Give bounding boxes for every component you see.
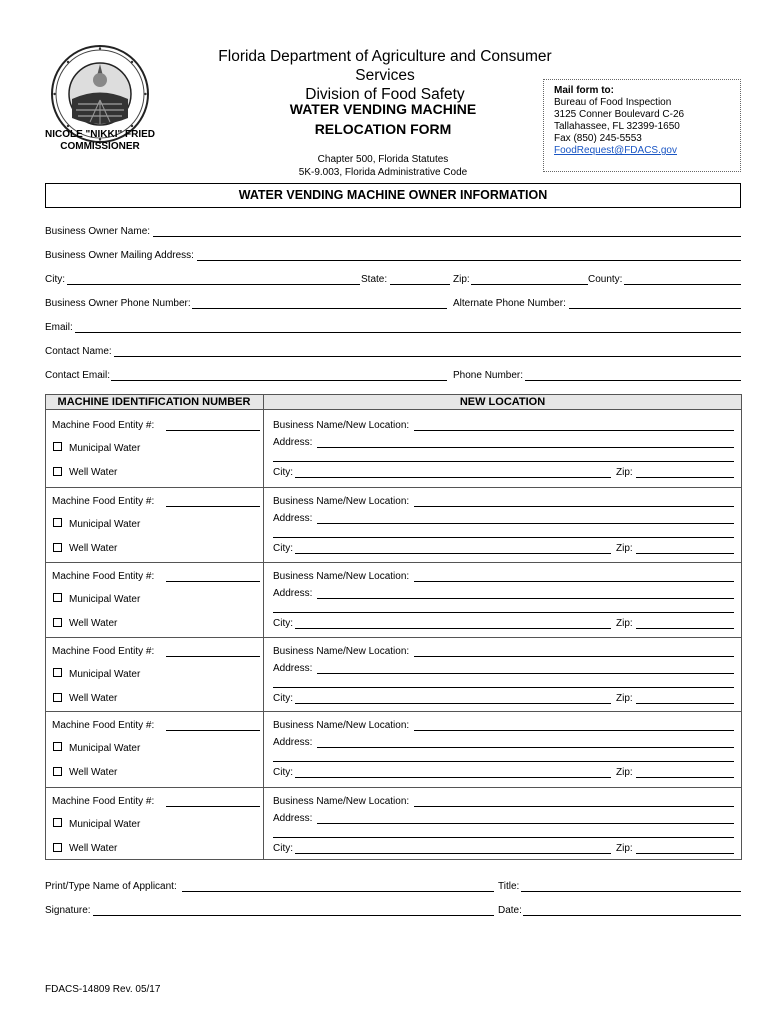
- date-field[interactable]: [523, 915, 741, 916]
- business-location-label: Business Name/New Location:: [273, 646, 410, 657]
- date-label: Date:: [498, 905, 522, 916]
- new-city-field[interactable]: [295, 703, 611, 704]
- machine-entity-label: Machine Food Entity #:: [52, 496, 155, 507]
- municipal-water-checkbox[interactable]: [53, 442, 62, 451]
- business-location-field[interactable]: [414, 581, 734, 582]
- new-zip-label: Zip:: [616, 618, 633, 629]
- machine-entity-field[interactable]: [166, 430, 260, 431]
- owner-email-label: Email:: [45, 322, 73, 333]
- applicant-title-label: Title:: [498, 881, 520, 892]
- well-water-checkbox[interactable]: [53, 767, 62, 776]
- new-city-label: City:: [273, 618, 293, 629]
- contact-email-label: Contact Email:: [45, 370, 111, 381]
- contact-name-field[interactable]: [114, 356, 741, 357]
- new-city-field[interactable]: [295, 477, 611, 478]
- commissioner-name: NICOLE "NIKKI" FRIED: [44, 129, 156, 140]
- form-title: [248, 99, 518, 139]
- contact-name-label: Contact Name:: [45, 346, 112, 357]
- well-water-label: Well Water: [69, 618, 118, 629]
- new-address-field[interactable]: [317, 523, 734, 524]
- well-water-checkbox[interactable]: [53, 618, 62, 627]
- table-row-divider: [45, 711, 742, 712]
- new-city-label: City:: [273, 693, 293, 704]
- owner-zip-field[interactable]: [471, 284, 588, 285]
- owner-state-field[interactable]: [390, 284, 450, 285]
- new-zip-label: Zip:: [616, 693, 633, 704]
- table-row-divider: [45, 487, 742, 488]
- mail-fax: Fax (850) 245-5553: [554, 133, 642, 144]
- new-address-line2-field[interactable]: [273, 612, 734, 613]
- applicant-name-field[interactable]: [182, 891, 494, 892]
- well-water-label: Well Water: [69, 543, 118, 554]
- machine-entity-label: Machine Food Entity #:: [52, 420, 155, 431]
- table-row-divider: [45, 637, 742, 638]
- business-location-label: Business Name/New Location:: [273, 571, 410, 582]
- new-zip-field[interactable]: [636, 703, 734, 704]
- machine-entity-label: Machine Food Entity #:: [52, 571, 155, 582]
- table-row-divider: [45, 787, 742, 788]
- new-location-column-header: NEW LOCATION: [459, 396, 546, 408]
- new-address-line2-field[interactable]: [273, 761, 734, 762]
- well-water-checkbox[interactable]: [53, 843, 62, 852]
- business-location-field[interactable]: [414, 730, 734, 731]
- well-water-checkbox[interactable]: [53, 467, 62, 476]
- municipal-water-label: Municipal Water: [69, 819, 141, 830]
- machine-entity-field[interactable]: [166, 656, 260, 657]
- commissioner-title: COMMISSIONER: [60, 141, 140, 152]
- applicant-title-field[interactable]: [521, 891, 741, 892]
- business-location-label: Business Name/New Location:: [273, 720, 410, 731]
- applicant-name-label: Print/Type Name of Applicant:: [45, 881, 177, 892]
- new-city-label: City:: [273, 767, 293, 778]
- machine-entity-label: Machine Food Entity #:: [52, 796, 155, 807]
- machine-entity-field[interactable]: [166, 730, 260, 731]
- new-address-field[interactable]: [317, 673, 734, 674]
- new-zip-label: Zip:: [616, 767, 633, 778]
- municipal-water-label: Municipal Water: [69, 594, 141, 605]
- business-owner-name-field[interactable]: [153, 236, 741, 237]
- new-address-field[interactable]: [317, 447, 734, 448]
- business-owner-name-label: Business Owner Name:: [45, 226, 151, 237]
- business-location-field[interactable]: [414, 430, 734, 431]
- machine-entity-label: Machine Food Entity #:: [52, 646, 155, 657]
- new-zip-field[interactable]: [636, 777, 734, 778]
- mail-line1: Bureau of Food Inspection: [554, 97, 672, 108]
- new-address-field[interactable]: [317, 598, 734, 599]
- statute-line1: Chapter 500, Florida Statutes: [317, 154, 449, 165]
- new-zip-label: Zip:: [616, 843, 633, 854]
- new-city-label: City:: [273, 843, 293, 854]
- signature-label: Signature:: [45, 905, 91, 916]
- new-address-label: Address:: [273, 513, 313, 524]
- table-row-divider: [45, 562, 742, 563]
- mail-to-box: [543, 79, 741, 172]
- new-city-field[interactable]: [295, 628, 611, 629]
- form-title-line2: RELOCATION FORM: [314, 121, 452, 137]
- new-address-label: Address:: [273, 437, 313, 448]
- business-location-label: Business Name/New Location:: [273, 420, 410, 431]
- machine-entity-label: Machine Food Entity #:: [52, 720, 155, 731]
- owner-zip-label: Zip:: [453, 274, 470, 285]
- municipal-water-label: Municipal Water: [69, 743, 141, 754]
- well-water-label: Well Water: [69, 767, 118, 778]
- new-address-field[interactable]: [317, 747, 734, 748]
- machine-entity-field[interactable]: [166, 581, 260, 582]
- business-location-label: Business Name/New Location:: [273, 496, 410, 507]
- new-zip-field[interactable]: [636, 628, 734, 629]
- new-address-line2-field[interactable]: [273, 837, 734, 838]
- municipal-water-checkbox[interactable]: [53, 668, 62, 677]
- statute-reference: [268, 153, 498, 179]
- municipal-water-checkbox[interactable]: [53, 742, 62, 751]
- owner-county-label: County:: [588, 274, 623, 285]
- business-location-field[interactable]: [414, 506, 734, 507]
- mailing-address-label: Business Owner Mailing Address:: [45, 250, 194, 261]
- contact-email-field[interactable]: [111, 380, 447, 381]
- form-number: FDACS-14809 Rev. 05/17: [45, 984, 161, 995]
- owner-email-field[interactable]: [75, 332, 741, 333]
- owner-section-title: WATER VENDING MACHINE OWNER INFORMATION: [45, 183, 741, 208]
- division-name: Division of Food Safety: [305, 86, 465, 103]
- business-location-label: Business Name/New Location:: [273, 796, 410, 807]
- owner-city-field[interactable]: [67, 284, 360, 285]
- new-address-label: Address:: [273, 813, 313, 824]
- well-water-checkbox[interactable]: [53, 693, 62, 702]
- municipal-water-label: Municipal Water: [69, 669, 141, 680]
- owner-city-label: City:: [45, 274, 65, 285]
- new-address-line2-field[interactable]: [273, 461, 734, 462]
- form-title-line1: WATER VENDING MACHINE: [289, 101, 477, 117]
- agency-heading: [190, 47, 580, 104]
- table-column-divider: [263, 394, 264, 860]
- new-address-line2-field[interactable]: [273, 687, 734, 688]
- municipal-water-checkbox[interactable]: [53, 818, 62, 827]
- well-water-label: Well Water: [69, 843, 118, 854]
- well-water-label: Well Water: [69, 467, 118, 478]
- new-address-field[interactable]: [317, 823, 734, 824]
- new-city-field[interactable]: [295, 553, 611, 554]
- municipal-water-label: Municipal Water: [69, 443, 141, 454]
- statute-line2: 5K-9.003, Florida Administrative Code: [298, 167, 468, 178]
- municipal-water-checkbox[interactable]: [53, 593, 62, 602]
- new-zip-label: Zip:: [616, 543, 633, 554]
- machine-entity-field[interactable]: [166, 506, 260, 507]
- mail-email-link[interactable]: FoodRequest@FDACS.gov: [554, 145, 677, 156]
- alt-phone-label: Alternate Phone Number:: [453, 298, 566, 309]
- new-zip-label: Zip:: [616, 467, 633, 478]
- mail-heading: Mail form to:: [554, 85, 614, 96]
- machine-table: [45, 394, 742, 860]
- signature-field[interactable]: [93, 915, 494, 916]
- mail-line2: 3125 Conner Boulevard C-26: [554, 109, 685, 120]
- well-water-checkbox[interactable]: [53, 543, 62, 552]
- new-zip-field[interactable]: [636, 553, 734, 554]
- new-city-label: City:: [273, 543, 293, 554]
- new-address-label: Address:: [273, 663, 313, 674]
- new-city-field[interactable]: [295, 853, 611, 854]
- machine-entity-field[interactable]: [166, 806, 260, 807]
- owner-phone-field[interactable]: [192, 308, 447, 309]
- owner-state-label: State:: [361, 274, 388, 285]
- owner-phone-label: Business Owner Phone Number:: [45, 298, 191, 309]
- well-water-label: Well Water: [69, 693, 118, 704]
- mailing-address-field[interactable]: [197, 260, 741, 261]
- new-address-label: Address:: [273, 737, 313, 748]
- owner-county-field[interactable]: [624, 284, 741, 285]
- municipal-water-checkbox[interactable]: [53, 518, 62, 527]
- business-location-field[interactable]: [414, 656, 734, 657]
- contact-phone-field[interactable]: [525, 380, 741, 381]
- new-zip-field[interactable]: [636, 853, 734, 854]
- commissioner-block: [30, 129, 170, 153]
- new-city-field[interactable]: [295, 777, 611, 778]
- alt-phone-field[interactable]: [569, 308, 741, 309]
- new-city-label: City:: [273, 467, 293, 478]
- new-zip-field[interactable]: [636, 477, 734, 478]
- business-location-field[interactable]: [414, 806, 734, 807]
- new-address-label: Address:: [273, 588, 313, 599]
- contact-phone-label: Phone Number:: [453, 370, 524, 381]
- machine-id-column-header: MACHINE IDENTIFICATION NUMBER: [57, 396, 251, 408]
- municipal-water-label: Municipal Water: [69, 519, 141, 530]
- agency-name: Florida Department of Agriculture and Consumer Services: [218, 48, 552, 84]
- new-address-line2-field[interactable]: [273, 537, 734, 538]
- mail-line3: Tallahassee, FL 32399-1650: [554, 121, 680, 132]
